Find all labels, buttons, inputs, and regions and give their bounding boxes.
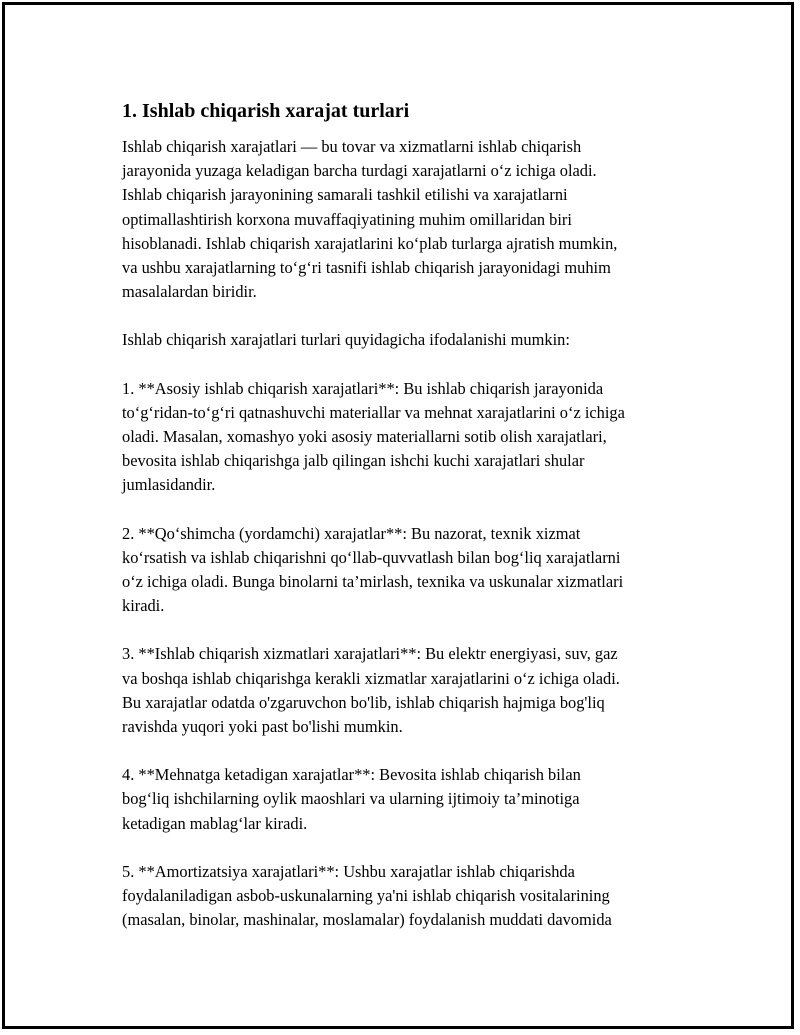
page-frame	[2, 2, 794, 1029]
text-line: 4. **Mehnatga ketadigan xarajatlar**: Bevosita ishlab chiqarish bilan	[122, 765, 581, 785]
paragraph-item-5	[122, 860, 692, 933]
text-line: foydalaniladigan asbob-uskunalarning ya'ni ishlab chiqarish vositalarining	[122, 886, 610, 906]
paragraph-item-4	[122, 763, 692, 836]
text-line: Ishlab chiqarish xarajatlari — bu tovar va xizmatlarni ishlab chiqarish	[122, 137, 582, 156]
document-title: 1. Ishlab chiqarish xarajat turlari	[122, 100, 410, 122]
paragraph-list-intro	[122, 328, 692, 352]
text-line: ketadigan mablag‘lar kiradi.	[122, 813, 308, 833]
paragraph-intro	[122, 135, 692, 304]
text-line: 2. **Qo‘shimcha (yordamchi) xarajatlar**: Bu nazorat, texnik xizmat	[122, 523, 581, 543]
text-line: bevosita ishlab chiqarishga jalb qilingan ishchi kuchi xarajatlari shular	[122, 451, 585, 471]
text-line: masalalardan biridir.	[122, 282, 257, 302]
text-line: va boshqa ishlab chiqarishga kerakli xizmatlar xarajatlarini o‘z ichiga oladi.	[122, 668, 620, 688]
text-line: ravishda yuqori yoki past bo'lishi mumkin.	[122, 717, 403, 737]
text-line: 3. **Ishlab chiqarish xizmatlari xarajatlari**: Bu elektr energiyasi, suv, gaz	[122, 644, 618, 664]
text-line: Ishlab chiqarish xarajatlari turlari quyidagicha ifodalanishi mumkin:	[122, 330, 570, 350]
document-body	[122, 96, 692, 956]
text-line: kiradi.	[122, 596, 165, 616]
text-line: 5. **Amortizatsiya xarajatlari**: Ushbu xarajatlar ishlab chiqarishda	[122, 861, 575, 881]
text-line: to‘g‘ridan-to‘g‘ri qatnashuvchi materiallar va mehnat xarajatlarini o‘z ichiga	[122, 402, 625, 422]
text-line: Ishlab chiqarish jarayonining samarali tashkil etilishi va xarajatlarni	[122, 185, 568, 205]
paragraph-item-2	[122, 522, 692, 619]
text-line: bog‘liq ishchilarning oylik maoshlari va ularning ijtimoiy ta’minotiga	[122, 789, 580, 809]
text-line: jumlasidandir.	[122, 475, 216, 495]
text-line: o‘z ichiga oladi. Bunga binolarni ta’mirlash, texnika va uskunalar xizmatlari	[122, 572, 624, 592]
text-line: oladi. Masalan, xomashyo yoki asosiy materiallarni sotib olish xarajatlari,	[122, 427, 607, 447]
text-line: (masalan, binolar, mashinalar, moslamalar) foydalanish muddati davomida	[122, 910, 612, 930]
text-line: hisoblanadi. Ishlab chiqarish xarajatlarini ko‘plab turlarga ajratish mumkin,	[122, 233, 618, 253]
text-line: 1. **Asosiy ishlab chiqarish xarajatlari**: Bu ishlab chiqarish jarayonida	[122, 378, 604, 398]
text-line: optimallashtirish korxona muvaffaqiyatining muhim omillaridan biri	[122, 209, 572, 229]
text-line: va ushbu xarajatlarning to‘g‘ri tasnifi ishlab chiqarish jarayonidagi muhim	[122, 258, 611, 278]
paragraph-item-1	[122, 377, 692, 498]
text-line: Bu xarajatlar odatda o'zgaruvchon bo'lib, ishlab chiqarish hajmiga bog'liq	[122, 692, 605, 712]
text-line: ko‘rsatish va ishlab chiqarishni qo‘llab-quvvatlash bilan bog‘liq xarajatlarni	[122, 547, 621, 567]
text-line: jarayonida yuzaga keladigan barcha turdagi xarajatlarni o‘z ichiga oladi.	[122, 161, 597, 181]
paragraph-item-3	[122, 642, 692, 739]
